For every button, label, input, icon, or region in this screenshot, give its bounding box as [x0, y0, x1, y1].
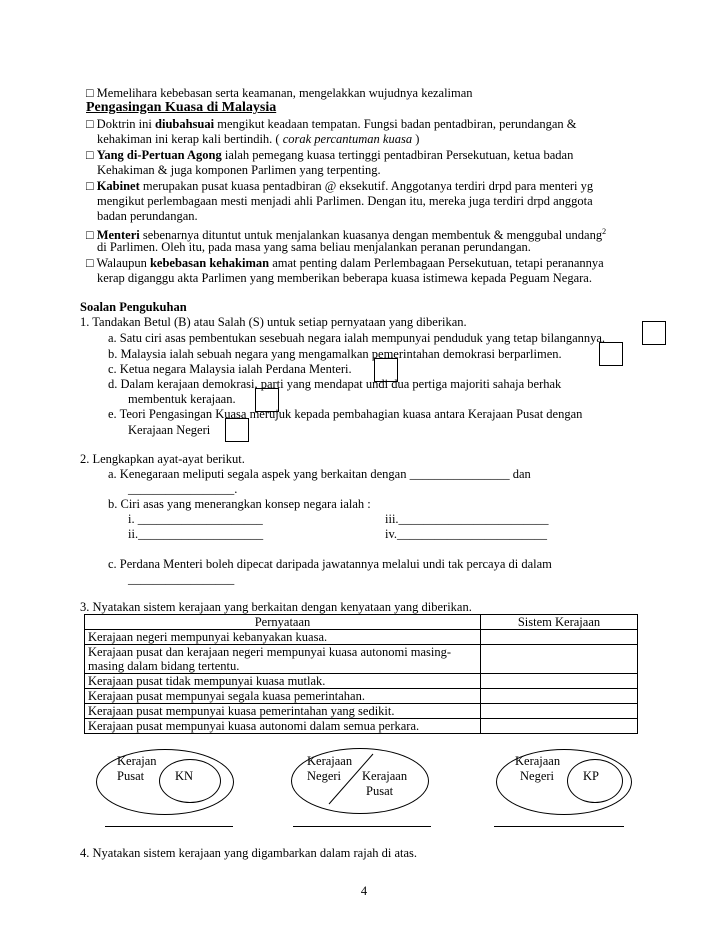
- statement-cell: Kerajaan pusat dan kerajaan negeri mempunyai kuasa autonomi masing- masing dalam bidang tertentu.: [85, 645, 481, 674]
- q1-b: b. Malaysia ialah sebuah negara yang mengamalkan pemerintahan demokrasi berparlimen.: [108, 347, 562, 361]
- point-4-line-2: di Parlimen. Oleh itu, pada masa yang sama beliau menjalankan peranan perundangan.: [97, 240, 531, 254]
- diagram-1-answer-blank[interactable]: [105, 826, 233, 827]
- diagram-2-answer-blank[interactable]: [293, 826, 431, 827]
- q3-stem: 3. Nyatakan sistem kerajaan yang berkaitan dengan kenyataan yang diberikan.: [80, 600, 472, 614]
- diagram-2-left-label-1: Kerajaan: [307, 754, 353, 768]
- table-header-row: [85, 615, 638, 630]
- diagram-2-right-label-1: Kerajaan: [362, 769, 408, 783]
- system-table: [84, 614, 638, 734]
- point-3-line-2: mengikut perlembagaan mesti menjadi ahli Parlimen. Dengan itu, mereka juga terdiri drpd anggota: [97, 194, 593, 208]
- point-3-line-1: □ Kabinet merupakan pusat kuasa pentadbiran @ eksekutif. Anggotanya terdiri drpd para menteri yg: [86, 179, 594, 193]
- table-row: [85, 719, 638, 734]
- answer-cell[interactable]: [481, 719, 638, 734]
- column-header-statement: Pernyataan: [85, 615, 481, 630]
- table-row: [85, 674, 638, 689]
- point-3-line-3: badan perundangan.: [97, 209, 198, 223]
- table-row: [85, 645, 638, 674]
- column-header-system: Sistem Kerajaan: [481, 615, 638, 630]
- table-row: [85, 630, 638, 645]
- point-2-line-2: Kehakiman & juga komponen Parlimen yang terpenting.: [97, 163, 381, 177]
- answer-cell[interactable]: [481, 689, 638, 704]
- q2-stem: 2. Lengkapkan ayat-ayat berikut.: [80, 452, 245, 466]
- statement-cell: Kerajaan pusat mempunyai kuasa pemerintahan yang sedikit.: [85, 704, 481, 719]
- point-5-line-2: kerap diganggu akta Parlimen yang memberikan beberapa kuasa istimewa kepada Peguam Negara.: [97, 271, 592, 285]
- q1-a: a. Satu ciri asas pembentukan sesebuah negara ialah mempunyai penduduk yang tetap bilangannya.: [108, 331, 606, 345]
- point-5-line-1: □ Walaupun kebebasan kehakiman amat penting dalam Perlembagaan Persekutuan, tetapi peranannya: [86, 256, 604, 270]
- point-1-line-2: kehakiman ini kerap kali bertindih. ( corak percantuman kuasa ): [97, 132, 420, 146]
- q1-e-line-2: Kerajaan Negeri: [128, 423, 211, 437]
- diagram-3-answer-blank[interactable]: [494, 826, 624, 827]
- diagram-3-inner-label: KP: [583, 769, 599, 783]
- point-2-line-1: □ Yang di-Pertuan Agong ialah pemegang kuasa tertinggi pentadbiran Persekutuan, ketua badan: [86, 148, 574, 162]
- q2-b-iii[interactable]: iii.________________________: [385, 512, 549, 526]
- diagram-2-right-label-2: Pusat: [366, 784, 394, 798]
- statement-cell: Kerajaan pusat mempunyai kuasa autonomi dalam semua perkara.: [85, 719, 481, 734]
- q1-d-line-2: membentuk kerajaan.: [128, 392, 236, 406]
- diagram-3-outer-label-1: Kerajaan: [515, 754, 561, 768]
- diagram-1-inner-label: KN: [175, 769, 194, 783]
- statement-cell: Kerajaan pusat mempunyai segala kuasa pemerintahan.: [85, 689, 481, 704]
- statement-cell: Kerajaan negeri mempunyai kebanyakan kuasa.: [85, 630, 481, 645]
- q1-d-line-1: d. Dalam kerajaan demokrasi, parti yang mendapat undi dua pertiga majoriti sahaja berhak: [108, 377, 562, 391]
- q1-a-answer-box[interactable]: [642, 321, 666, 345]
- diagram-1-outer-label-1: Kerajan: [117, 754, 157, 768]
- q1-b-answer-box[interactable]: [599, 342, 623, 366]
- point-1-line-1: □ Doktrin ini diubahsuai mengikut keadaan tempatan. Fungsi badan pentadbiran, perundangan &: [86, 117, 577, 131]
- q2-a-line-2[interactable]: _________________.: [128, 482, 238, 496]
- q2-c-line-2[interactable]: _________________: [128, 572, 235, 586]
- page-number: 4: [360, 884, 368, 898]
- answer-cell[interactable]: [481, 645, 638, 674]
- intro-line: □ Memelihara kebebasan serta keamanan, mengelakkan wujudnya kezaliman: [86, 86, 473, 100]
- answer-cell[interactable]: [481, 704, 638, 719]
- q4-stem: 4. Nyatakan sistem kerajaan yang digambarkan dalam rajah di atas.: [80, 846, 418, 860]
- q2-b-ii[interactable]: ii.____________________: [128, 527, 264, 541]
- q1-stem: 1. Tandakan Betul (B) atau Salah (S) untuk setiap pernyataan yang diberikan.: [80, 315, 467, 329]
- q2-b-i[interactable]: i. ____________________: [128, 512, 263, 526]
- diagram-3-outer-label-2: Negeri: [520, 769, 555, 783]
- statement-cell: Kerajaan pusat tidak mempunyai kuasa mutlak.: [85, 674, 481, 689]
- diagram-2-left-label-2: Negeri: [307, 769, 342, 783]
- q1-e-answer-box[interactable]: [225, 418, 249, 442]
- q2-a-line-1[interactable]: a. Kenegaraan meliputi segala aspek yang berkaitan dengan ________________ dan: [108, 467, 531, 481]
- q2-c-line-1: c. Perdana Menteri boleh dipecat daripada jawatannya melalui undi tak percaya di dalam: [108, 557, 552, 571]
- table-row: [85, 704, 638, 719]
- q2-b-iv[interactable]: iv.________________________: [385, 527, 548, 541]
- q1-c: c. Ketua negara Malaysia ialah Perdana Menteri.: [108, 362, 352, 376]
- answer-cell[interactable]: [481, 630, 638, 645]
- table-row: [85, 689, 638, 704]
- answer-cell[interactable]: [481, 674, 638, 689]
- questions-title: Soalan Pengukuhan: [80, 300, 187, 314]
- diagram-1-outer-label-2: Pusat: [117, 769, 145, 783]
- q1-e-line-1: e. Teori Pengasingan Kuasa merujuk kepada pembahagian kuasa antara Kerajaan Pusat dengan: [108, 407, 583, 421]
- section-title: Pengasingan Kuasa di Malaysia: [86, 100, 277, 115]
- q2-b-line-1: b. Ciri asas yang menerangkan konsep negara ialah :: [108, 497, 371, 511]
- point-4-line-1: □ Menteri sebenarnya dituntut untuk menjalankan kuasanya dengan membentuk & menggubal undang$^2$: [86, 227, 607, 243]
